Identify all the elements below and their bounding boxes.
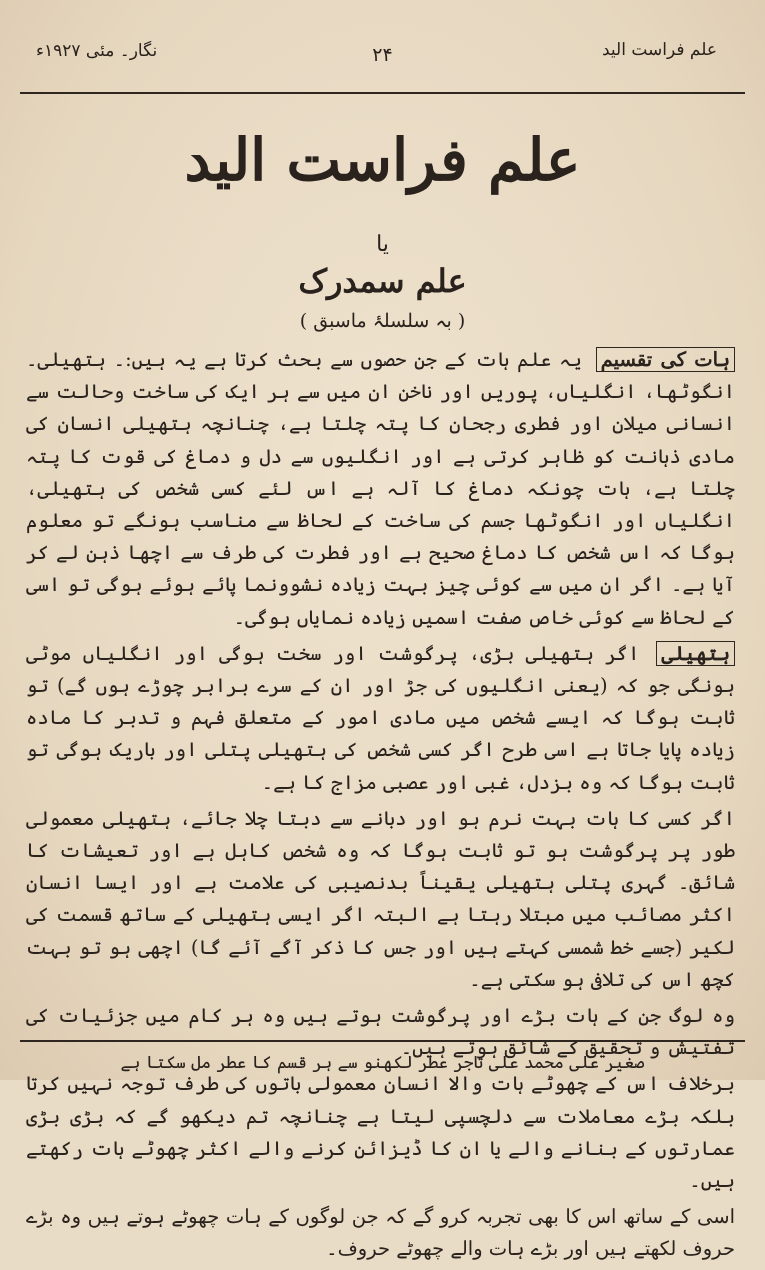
- paragraph-4: وہ لوگ جن کے ہات بڑے اور پرگوشت ہوتے ہیں وہ ہر کام میں جزئیات کی تفتیش و تحقیق کے شائق ہوتے ہیں۔: [26, 1004, 735, 1060]
- article-body: [26, 344, 735, 1270]
- paragraph-5: برخلاف اس کے چھوٹے ہات والا انسان معمولی باتوں کی طرف توجہ نہیں کرتا بلکہ بڑے معاملات سے دلچسپی لیتا ہے چنانچہ تم دیکھو گے کہ بڑی بڑی عمارتوں کے بنانے والے یا ان کا ڈیزائن کرنے والے اکثر چھوٹے ہات رکھتے ہیں۔: [26, 1072, 735, 1193]
- footer-rule: [20, 1040, 745, 1042]
- header-rule: [20, 92, 745, 94]
- paragraph-2-text: اگر ہتھیلی بڑی، پرگوشت اور سخت ہوگی اور انگلیاں موٹی ہونگی جو کہ (یعنی انگلیوں کی جڑ اور ان کے سرے برابر چوڑے ہوں گے) تو ثابت ہوگا کہ ایسے شخص میں مادی امور کے متعلق فہم و تدبر کا مادہ زیادہ پایا جاتا ہے اسی طرح اگر کسی شخص کی ہتھیلی پتلی اور باریک ہوگی تو ثابت ہوگا کہ وہ بزدل، غبی اور عصبی مزاج کا ہے۔: [26, 641, 735, 794]
- running-title: علم فراست الید: [601, 40, 717, 60]
- paragraph-1-text: یہ علم ہات کے جن حصوں سے بحث کرتا ہے یہ ہیں:۔ ہتھیلی۔ انگوٹھا، انگلیاں، پوریں اور ناخن ان میں سے ہر ایک کی ساخت وحالت سے انسانی میلان اور فطری رجحان کا پتہ چلتا ہے، چنانچہ ہتھیلی انسان کی مادی ذہانت کو ظاہر کرتی ہے اور انگلیوں سے دل و دماغ کی قوت کا پتہ چلتا ہے، ہات چونکہ دماغ کا آلہ ہے اس لئے کسی شخص کی ہتھیلی، انگلیاں اور انگوٹھا جسم کی ساخت کے لحاظ سے مناسب ہونگے تو معلوم ہوگا کہ اس شخص کا دماغ صحیح ہے اور فطرت کی طرف سے اچھا ذہن لے کر آیا ہے۔ اگر ان میں سے کوئی چیز بہت زیادہ نشوونما پائے ہوئے ہوگی تو اسی کے لحاظ سے کوئی خاص صفت اسمیں زیادہ نمایاں ہوگی۔: [26, 348, 735, 629]
- article-title: علم فراست الید: [184, 126, 581, 194]
- title-or: یا: [376, 232, 389, 257]
- page-number: ۲۴: [372, 44, 393, 66]
- paragraph-3: اگر کسی کا ہات بہت نرم ہو اور دبانے سے دبتا چلا جائے، ہتھیلی معمولی طور پر پرگوشت ہو تو ثابت ہوگا کہ وہ شخص کاہل ہے اور تعیشات کا شائق۔ گہری پتلی ہتھیلی یقیناً بدنصیبی کی علامت ہے اور ایسا انسان اکثر مصائب میں مبتلا رہتا ہے البتہ اگر ایسی ہتھیلی کے ساتھ قسمت کی لکیر (جسے خط شمسی کہتے ہیں اور جس کا ذکر آگے آئے گا) اچھی ہو تو بہت کچھ اس کی تلافی ہو سکتی ہے۔: [26, 806, 735, 991]
- continued-note: ( بہ سلسلۂ ماسبق ): [299, 310, 466, 332]
- palm-label: ہتھیلی: [656, 641, 735, 666]
- footer-ad: صغیر علی محمد علی تاجر عطر لکھنو سے ہر قسم کا عطر مل سکتا ہے: [120, 1053, 645, 1073]
- paragraph-6: اسی کے ساتھ اس کا بھی تجربہ کرو گے کہ جن لوگوں کے ہات چھوٹے ہوتے ہیں وہ بڑے حروف لکھتے ہیں اور بڑے ہات والے چھوٹے حروف۔: [26, 1205, 735, 1261]
- section-label: ہات کی تقسیم: [596, 347, 735, 372]
- issue-date: نگار۔ مئی ۱۹۲۷ء: [36, 41, 158, 61]
- paragraph-1: [26, 344, 735, 634]
- article-subtitle: علم سمدرک: [298, 262, 467, 300]
- paragraph-2: [26, 638, 735, 799]
